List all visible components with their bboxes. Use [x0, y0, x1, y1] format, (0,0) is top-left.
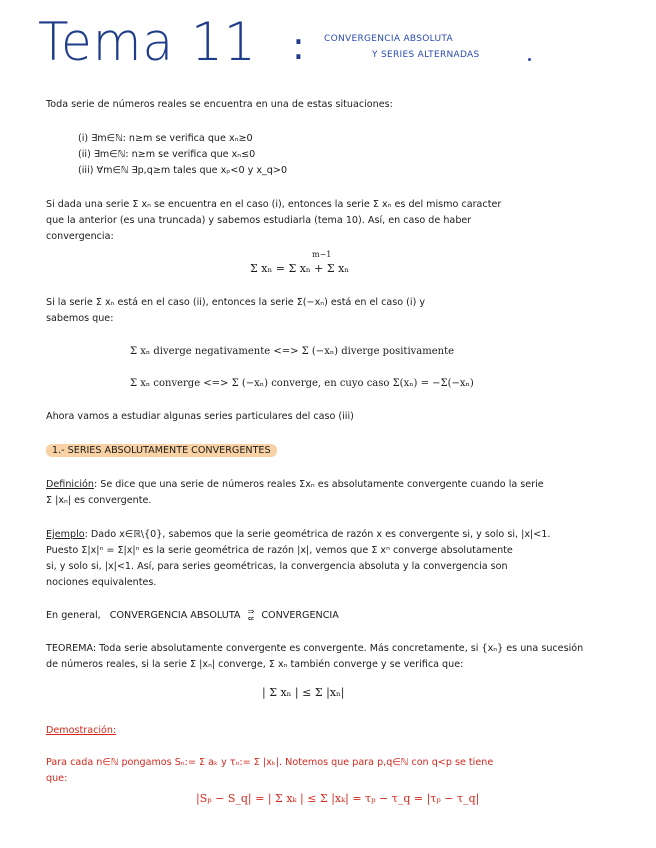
example-line1: [46, 528, 646, 542]
general-statement: [46, 608, 339, 623]
eq-split: Σ xₙ = Σ xₙ + Σ xₙ: [250, 262, 350, 275]
implies-arrow: ⇒: [247, 607, 255, 616]
case-i-line3: convergencia:: [46, 231, 114, 242]
page-title: Tema 11: [38, 11, 257, 73]
case-ii-line1: Si la serie Σ xₙ está en el caso (ii), entonces la serie Σ(−xₙ) está en el caso (i) y: [46, 297, 426, 308]
case-i: (i) ∃m∈ℕ: n≥m se verifica que xₙ≥0: [78, 133, 253, 144]
definition-label: Definición: [46, 479, 94, 490]
subtitle-line1: CONVERGENCIA ABSOLUTA: [324, 34, 453, 44]
definition-line1: [46, 478, 638, 492]
title-dot: [528, 58, 531, 61]
case-iii: (iii) ∀m∈ℕ ∃p,q≥m tales que xₚ<0 y x_q>0: [78, 165, 288, 176]
eq-converge: Σ xₙ converge <=> Σ (−xₙ) converge, en cuyo caso Σ(xₙ) = −Σ(−xₙ): [130, 378, 474, 389]
eq-theorem: | Σ xₙ | ≤ Σ |xₙ|: [262, 686, 345, 699]
example-text: : Dado x∈ℝ\{0}, sabemos que la serie geométrica de razón x es convergente si, y solo si, |x|<1.: [84, 529, 551, 540]
intro-paragraph: Toda serie de números reales se encuentra en una de estas situaciones:: [46, 99, 393, 110]
definition-line2: Σ |xₙ| es convergente.: [46, 495, 152, 506]
implication-symbol: [248, 608, 255, 622]
general-b: CONVERGENCIA: [261, 610, 339, 621]
eq-split-sup: m−1: [312, 250, 332, 259]
case-ii: (ii) ∃m∈ℕ: n≥m se verifica que xₙ≤0: [78, 149, 256, 160]
example-line3: si, y solo si, |x|<1. Así, para series geométricas, la convergencia absoluta y la convergencia son: [46, 561, 508, 572]
eq-proof: |Sₚ − S_q| = | Σ xₖ | ≤ Σ |xₖ| = τₚ − τ_q = |τₚ − τ_q|: [196, 792, 480, 805]
theorem-line1: [46, 642, 646, 656]
example-label: Ejemplo: [46, 529, 85, 540]
case-ii-line2: sabemos que:: [46, 313, 114, 324]
definition-text: : Se dice que una serie de números reales Σxₙ es absolutamente convergente cuando la serie: [93, 479, 544, 490]
subtitle-line2: Y SERIES ALTERNADAS: [372, 50, 480, 60]
demonstration-line2: que:: [46, 773, 68, 784]
case-iii-paragraph: Ahora vamos a estudiar algunas series particulares del caso (iii): [46, 411, 354, 422]
case-i-line2: que la anterior (es una truncada) y sabemos estudiarla (tema 10). Así, en caso de haber: [46, 215, 472, 226]
case-i-line1: Si dada una serie Σ xₙ se encuentra en el caso (i), entonces la serie Σ xₙ es del mismo caracter: [46, 199, 502, 210]
title-colon: :: [292, 24, 305, 68]
general-prefix: En general,: [46, 610, 101, 621]
theorem-line2: de números reales, si la serie Σ |xₙ| converge, Σ xₙ también converge y se verifica que:: [46, 659, 464, 670]
example-line2: Puesto Σ|x|ⁿ = Σ|x|ⁿ es la serie geométrica de razón |x|, vemos que Σ xⁿ converge absolutamente: [46, 545, 513, 556]
eq-diverge: Σ xₙ diverge negativamente <=> Σ (−xₙ) diverge positivamente: [130, 346, 455, 357]
not-implies-arrow: ⇍: [247, 614, 255, 623]
demonstration-label: Demostración:: [46, 725, 117, 736]
section-heading: 1.- SERIES ABSOLUTAMENTE CONVERGENTES: [46, 444, 277, 457]
theorem-label: TEOREMA: [46, 643, 93, 654]
demonstration-line1: Para cada n∈ℕ pongamos Sₙ:= Σ aₖ y τₙ:= Σ |xₖ|. Notemos que para p,q∈ℕ con q<p se tiene: [46, 757, 494, 768]
example-line4: nociones equivalentes.: [46, 577, 157, 588]
general-a: CONVERGENCIA ABSOLUTA: [109, 610, 241, 621]
theorem-text: : Toda serie absolutamente convergente es convergente. Más concretamente, si {xₙ} es una sucesión: [92, 643, 584, 654]
